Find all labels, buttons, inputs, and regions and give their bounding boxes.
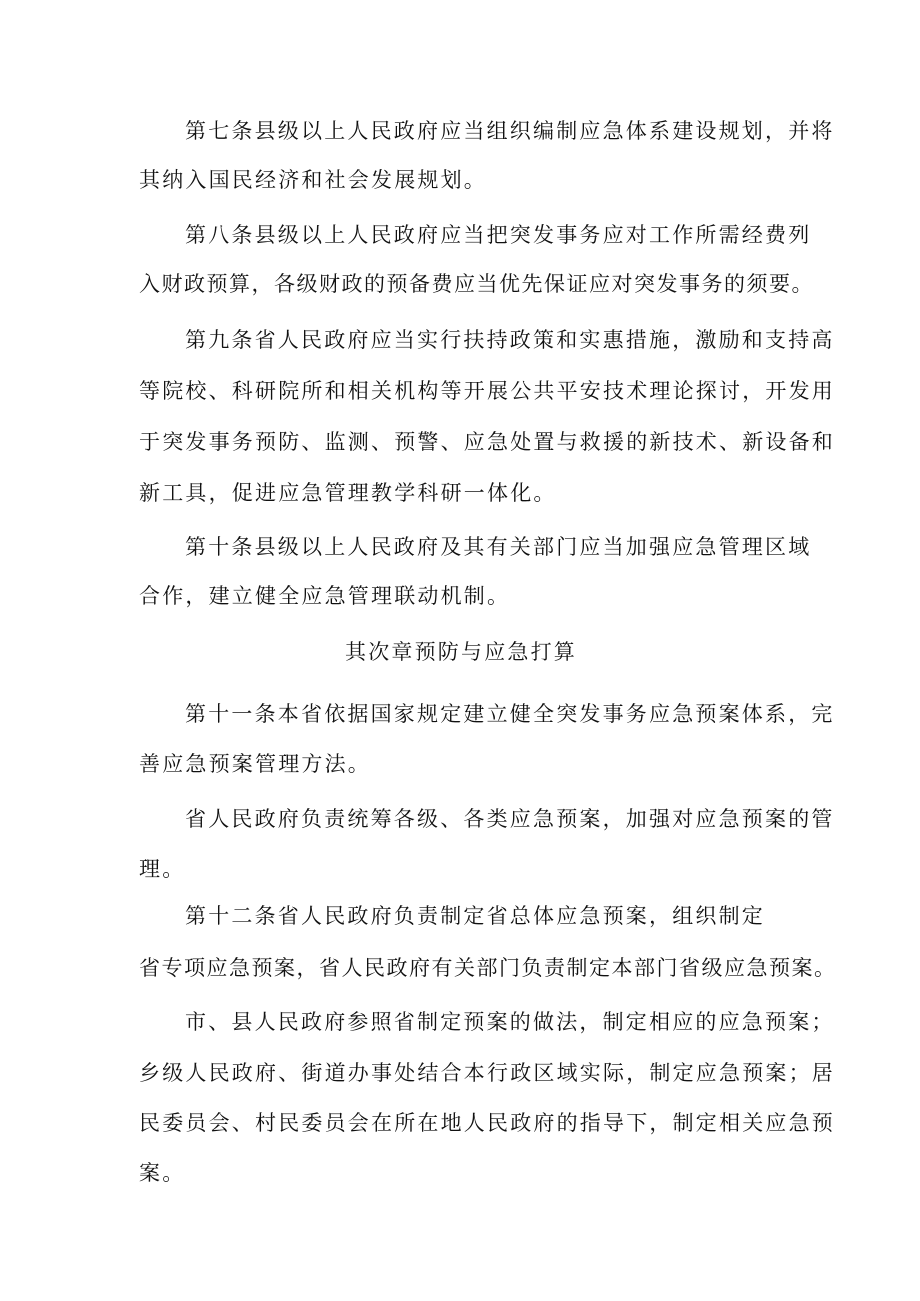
article-7-line-1: 第七条县级以上人民政府应当组织编制应急体系建设规划，并将 (185, 119, 835, 143)
article-10-line-2: 合作，建立健全应急管理联动机制。 (139, 584, 511, 608)
article-12-line-2: 省专项应急预案，省人民政府有关部门负责制定本部门省级应急预案。 (139, 956, 837, 980)
article-12-sub-line-2: 乡级人民政府、街道办事处结合本行政区域实际，制定应急预案；居 (139, 1061, 835, 1085)
article-11-line-2: 善应急预案管理方法。 (139, 752, 371, 776)
chapter-heading: 其次章预防与应急打算 (345, 640, 577, 664)
article-9-line-1: 第九条省人民政府应当实行扶持政策和实惠措施，激励和支持高 (185, 328, 835, 352)
article-9-line-2: 等院校、科研院所和相关机构等开展公共平安技术理论探讨，开发用 (139, 379, 835, 403)
article-7-line-2: 其纳入国民经济和社会发展规划。 (139, 168, 487, 192)
article-9-line-3: 于突发事务预防、监测、预警、应急处置与救援的新技术、新设备和 (139, 430, 835, 454)
article-11-sub-line-1: 省人民政府负责统筹各级、各类应急预案，加强对应急预案的管 (185, 807, 835, 831)
article-8-line-2: 入财政预算，各级财政的预备费应当优先保证应对突发事务的须要。 (139, 272, 814, 296)
article-9-line-4: 新工具，促进应急管理教学科研一体化。 (139, 481, 557, 505)
article-11-line-1: 第十一条本省依据国家规定建立健全突发事务应急预案体系，完 (185, 702, 835, 726)
article-12-sub-line-1: 市、县人民政府参照省制定预案的做法，制定相应的应急预案； (185, 1010, 835, 1034)
article-10-line-1: 第十条县级以上人民政府及其有关部门应当加强应急管理区域 (185, 535, 812, 559)
article-12-sub-line-3: 民委员会、村民委员会在所在地人民政府的指导下，制定相关应急预 (139, 1111, 835, 1135)
article-11-sub-line-2: 理。 (139, 857, 186, 881)
article-12-sub-line-4: 案。 (139, 1161, 186, 1185)
article-8-line-1: 第八条县级以上人民政府应当把突发事务应对工作所需经费列 (185, 223, 812, 247)
article-12-line-1: 第十二条省人民政府负责制定省总体应急预案，组织制定 (185, 904, 765, 928)
